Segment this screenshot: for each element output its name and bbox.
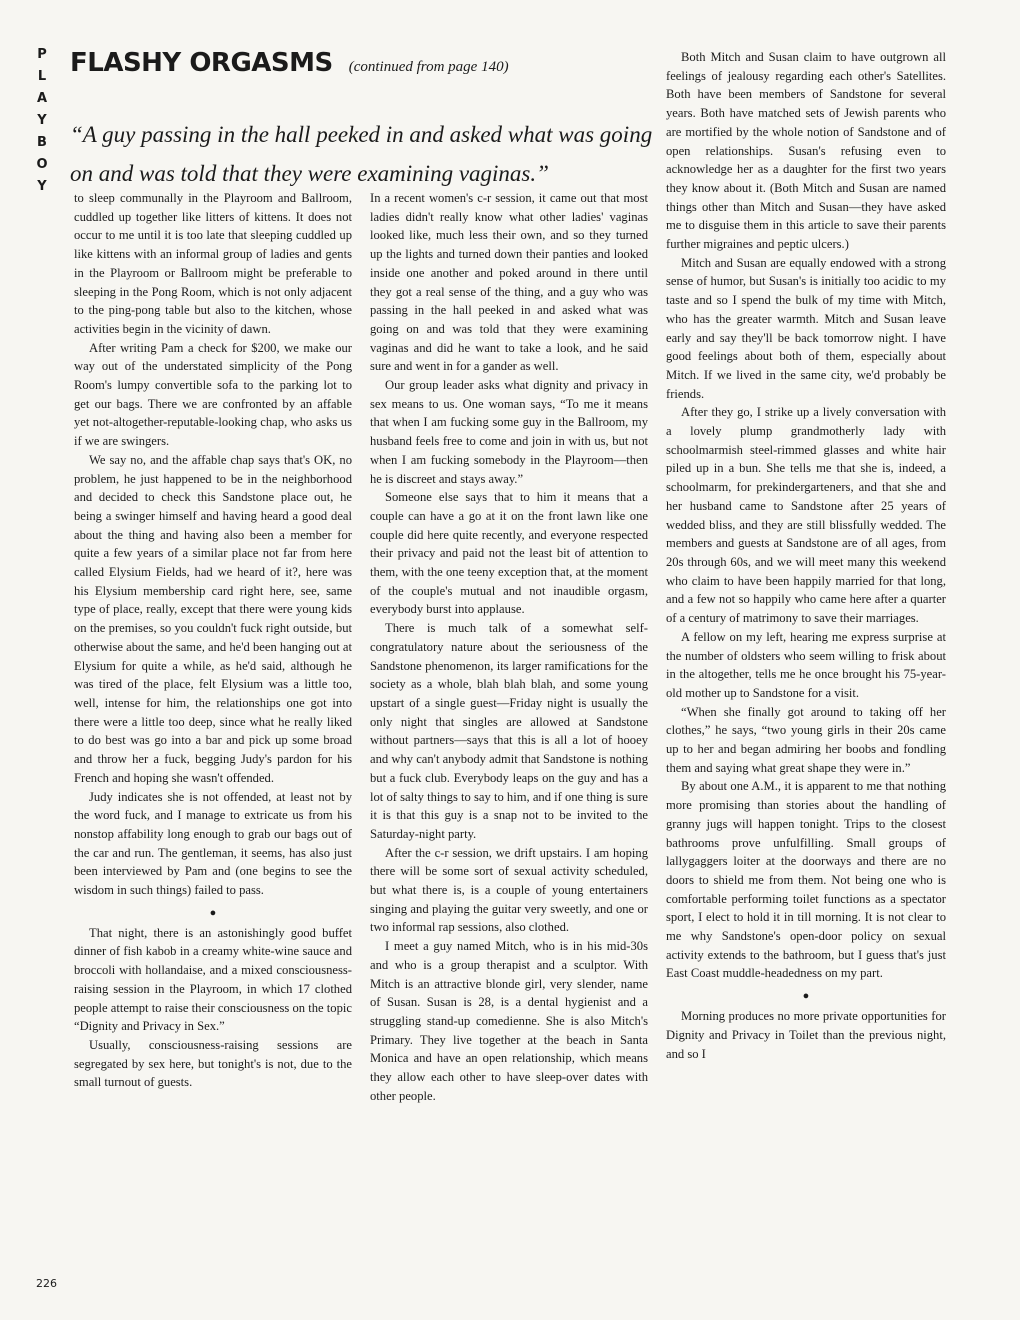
text-column-1 <box>74 189 352 1092</box>
text-column-2 <box>370 189 648 1105</box>
paragraph: to sleep communally in the Playroom and Ballroom, cuddled up together like litters of kittens. It does not occur to me until it is too late that sleeping cuddled up like kittens with an informal group of ladies and gents in the Playroom or Ballroom might be preferable to sleeping in the Pong Room, which is not only adjacent to the ping-pong table but also to the kitchen, whose activities begin in the vicinity of dawn. <box>74 191 352 336</box>
continued-note: (continued from page 140) <box>348 59 509 75</box>
paragraph: After they go, I strike up a lively conversation with a lovely plump grandmotherly lady with schoolmarmish steel-rimmed glasses and white hair piled up in a bun. She tells me that she is, indeed, a schoolmarm, for prekindergarteners, and that she and her husband came to Sandstone after 25 years of wedded bliss, and they are still blissfully wedded. The members and guests at Sandstone are of all ages, from 20s through 60s, and we will meet many this weekend who claim to have been happily married for that long, and a few not so happily who came here after a quarter of a century of matrimony to save their marriages. <box>666 405 946 626</box>
masthead-letter: P <box>37 47 47 62</box>
pull-quote: “A guy passing in the hall peeked in and asked what was going on and was told that they were examining vaginas.” <box>70 122 653 186</box>
paragraph: Both Mitch and Susan claim to have outgrown all feelings of jealousy regarding each other's Satellites. Both have been members of Sandstone for several years. Both have matched sets of Jewish parents who are mortified by the whole notion of Sandstone and of open relationships. Susan's refusing even to acknowledge her as a daughter for the first two years they know about it. (Both Mitch and Susan are named things other than Mitch and Susan—they have asked me to disguise them in this article to save their parents further migraines and peptic ulcers.) <box>666 50 946 252</box>
paragraph: Our group leader asks what dignity and privacy in sex means to us. One woman says, “To me it means that when I am fucking some guy in the Ballroom, my husband feels free to come and join in with us, but not when I am fucking somebody in the Playroom—then he is discreet and stays away.” <box>370 378 648 486</box>
section-separator: ● <box>802 990 810 1003</box>
paragraph: Someone else says that to him it means that a couple can have a go at it on the front lawn like one couple did here quite recently, and everyone respected their privacy and paid not the least bit of attention to them, with the one teeny exception that, at the moment of the couple's mutual and not inaudible orgasm, everybody burst into applause. <box>370 490 648 617</box>
masthead-letter: Y <box>37 179 47 194</box>
masthead-letter: A <box>36 91 48 106</box>
article-header <box>70 48 660 78</box>
section-separator: ● <box>209 906 217 919</box>
page-number: 226 <box>36 1277 57 1290</box>
paragraph: We say no, and the affable chap says that's OK, no problem, he just happened to be in the neighborhood and decided to check this Sandstone place out, he being a swinger himself and having heard a good deal about the thing and having also been a member for quite a few years of a similar place not far from here called Elysium Fields, had we heard of it?, here was his Elysium membership card right here, see, same type of place, really, except that there were young kids on the premises, so you couldn't fuck right outside, but otherwise about the same, and he'd been hanging out at Elysium for quite a while, as he'd said, although he was tired of the place, felt Elysium was a little too, well, intense for him, the relationships one got into there were a little too deep, since what he really liked to do best was go into a bar and pick up some broad and throw her a fuck, begging Judy's pardon for his French and hoping she wasn't offended. <box>74 452 352 785</box>
paragraph: After the c-r session, we drift upstairs. I am hoping there will be some sort of sexual activity scheduled, but what there is, is a couple of young entertainers singing and playing the guitar very sweetly, and one or two informal rap sessions, also clothed. <box>370 845 648 935</box>
paragraph: There is much talk of a somewhat self-congratulatory nature about the seriousness of the Sandstone phenomenon, its larger ramifications for the society as a whole, blah blah blah, and some young upstart of a single guest—Friday night is usually the only night that singles are allowed at Sandstone without partners—says that this is all a lot of hooey and why can't anybody admit that Sandstone is nothing but a fuck club. Everybody leaps on the guy and has a lot of salty things to say to him, and if one thing is sure it is that this guy is a snap not to be invited to the Saturday-night party. <box>370 621 648 841</box>
masthead-letter: B <box>37 135 47 150</box>
paragraph: A fellow on my left, hearing me express surprise at the number of oldsters who seem willing to frisk about in the altogether, tells me he once brought his 75-year-old mother up to Sandstone for a visit. <box>666 629 946 700</box>
paragraph: In a recent women's c-r session, it came out that most ladies didn't really know what other ladies' vaginas looked like, much less their own, and so they turned up the lights and turned down their panties and looked inside one another and poked around in there until they got a real sense of the thing, and a guy who was passing in the hall peeked in and asked what was going on and was told that they were examining vaginas and did he want to take a look, and he said sure and went in for a gander as well. <box>370 191 648 374</box>
text-column-3 <box>666 48 946 1063</box>
masthead-letter: Y <box>37 113 47 128</box>
masthead-letter: O <box>36 157 48 172</box>
paragraph: Morning produces no more private opportunities for Dignity and Privacy in Toilet than the previous night, and so I <box>666 1009 946 1061</box>
paragraph: Mitch and Susan are equally endowed with a strong sense of humor, but Susan's is initially too acidic to my taste and so I spend the bulk of my time with Mitch, who has the greater warmth. Mitch and Susan leave early and say they'll be back tomorrow night. I have good feelings about both of them, especially about Mitch. If we lived in the same city, we'd probably be friends. <box>666 255 946 401</box>
paragraph: Usually, consciousness-raising sessions are segregated by sex here, but tonight's is not, due to the small turnout of guests. <box>74 1037 352 1090</box>
paragraph: I meet a guy named Mitch, who is in his mid-30s and who is a group therapist and a sculptor. With Mitch is an attractive blonde girl, very slender, name of Susan. Susan is 28, is a dental hygienist and a struggling stand-up comedienne. She is also Mitch's Primary. They live together at the beach in Santa Monica and have an open relationship, which means they allow each other to have sleep-over dates with other people. <box>370 939 648 1103</box>
paragraph: After writing Pam a check for $200, we make our way out of the understated simplicity of the Pong Room's lumpy convertible sofa to the parking lot to get our bags. There we are confronted by an affable yet not-altogether-reputable-looking chap, who asks us if we are swingers. <box>74 340 352 449</box>
masthead-letter: L <box>37 69 47 84</box>
paragraph: By about one A.M., it is apparent to me that nothing more promising than stories about the handling of granny jugs will happen tonight. Trips to the closest bathrooms prove unfulfilling. Small groups of lallygaggers loiter at the doorways and there are no doors to shield me from them. Not being one who is comfortable performing toilet functions as a spectator sport, I elect to hold it in till morning. It is not clear to me why Sandstone's open-door policy on sexual activity extends to the bathroom, but I guess that's just East Coast muddle-headedness on my part. <box>666 779 946 981</box>
paragraph: That night, there is an astonishingly good buffet dinner of fish kabob in a creamy white-wine sauce and broccoli with hollandaise, and a mixed consciousness-raising session in the Playroom, in which 17 clothed people attempt to raise their consciousness on the topic “Dignity and Privacy in Sex.” <box>74 925 352 1034</box>
paragraph: “When she finally got around to taking off her clothes,” he says, “two young girls in their 20s came up to her and began admiring her boobs and fondling them and saying what great shape they were in.” <box>666 704 946 775</box>
article-headline: FLASHY ORGASMS <box>70 48 333 78</box>
paragraph: Judy indicates she is not offended, at least not by the word fuck, and I manage to extricate us from his nonstop affability long enough to grab our bags out of the car and run. The gentleman, it seems, has also just been interviewed by Pam and (one begins to see the wisdom in such things) failed to pass. <box>74 789 352 898</box>
magazine-masthead <box>22 44 62 198</box>
